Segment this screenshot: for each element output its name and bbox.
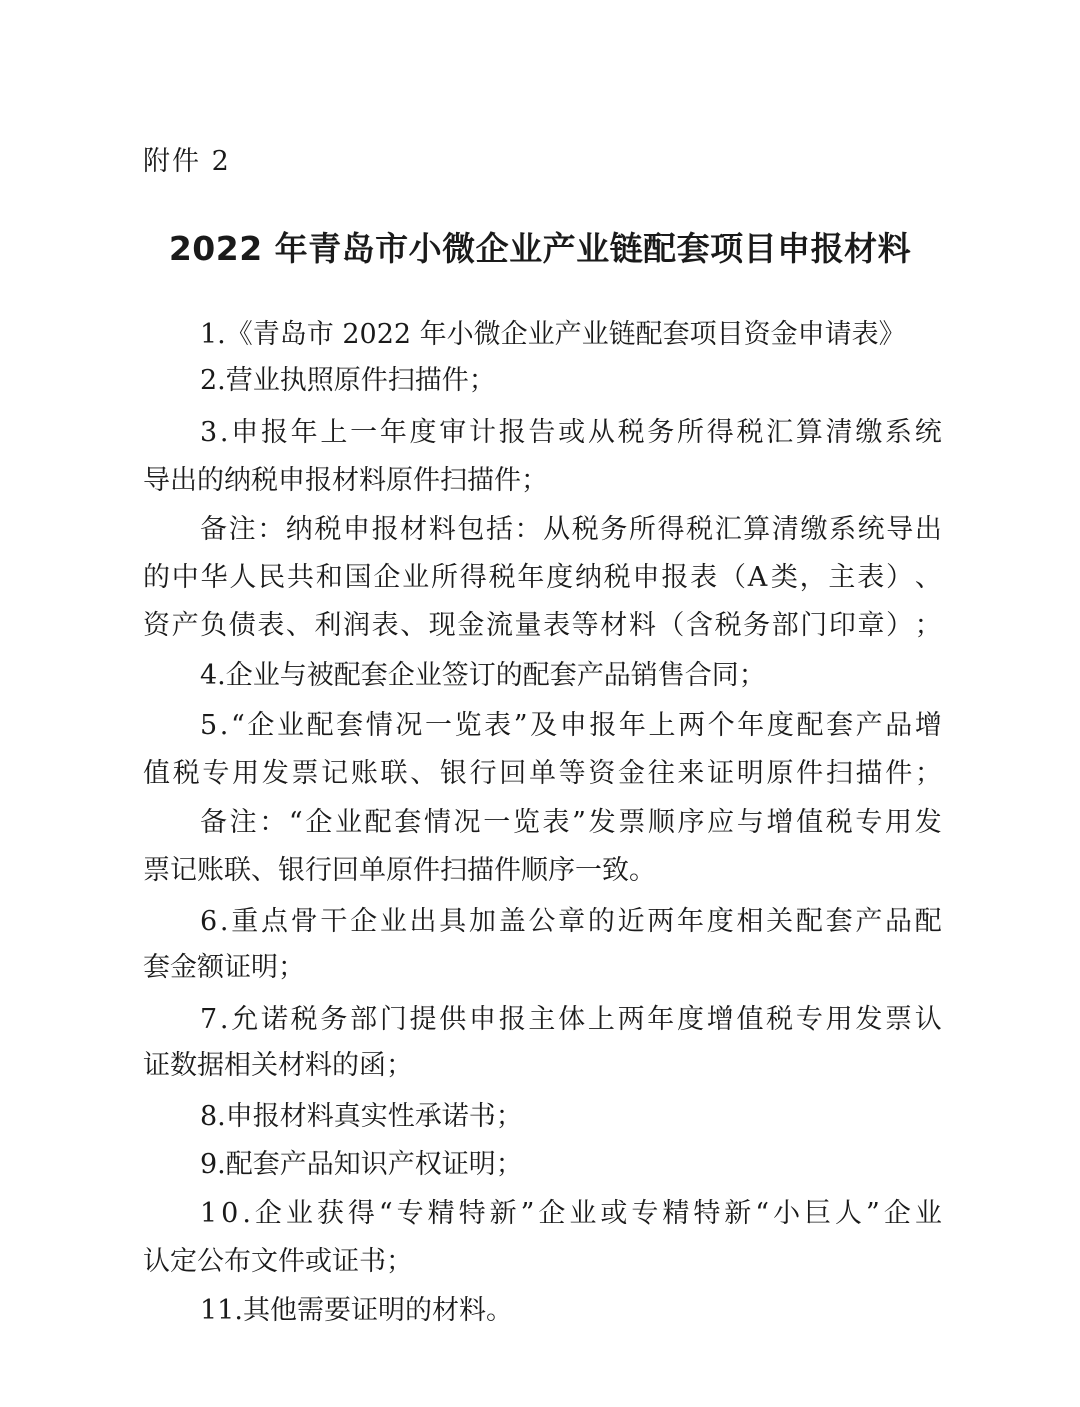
list-item-8: 8.申报材料真实性承诺书； — [200, 1101, 523, 1132]
list-item-5-line-2: 值 税 专 用 发 票 记 账 联 、 银 行 回 单 等 资 金 往 来 证 明 原 件 扫 描 件 ； — [143, 758, 942, 789]
list-item-6-line-1: 6 . 重 点 骨 干 企 业 出 具 加 盖 公 章 的 近 两 年 度 相 关 配 套 产 品 配 — [200, 906, 942, 937]
note-1-line-1: 备 注 ： 纳 税 申 报 材 料 包 括 ： 从 税 务 所 得 税 汇 算 清 缴 系 统 导 出 — [200, 514, 942, 545]
list-item-7-line-2: 证数据相关材料的函； — [143, 1050, 413, 1081]
list-item-6-line-2: 套金额证明； — [143, 952, 305, 983]
document-title: 2022 年青岛市小微企业产业链配套项目申报材料 — [168, 229, 912, 268]
list-item-9: 9.配套产品知识产权证明； — [200, 1149, 523, 1180]
note-1-line-2: 的 中 华 人 民 共 和 国 企 业 所 得 税 年 度 纳 税 申 报 表 （ A 类 ， 主 表 ） 、 — [143, 562, 942, 593]
list-item-3-line-1: 3 . 申 报 年 上 一 年 度 审 计 报 告 或 从 税 务 所 得 税 汇 算 清 缴 系 统 — [200, 417, 942, 448]
list-item-10-line-2: 认定公布文件或证书； — [143, 1246, 413, 1277]
list-item-1: 1.《青岛市 2022 年小微企业产业链配套项目资金申请表》 — [200, 319, 906, 350]
note-1-line-3: 资 产 负 债 表 、 利 润 表 、 现 金 流 量 表 等 材 料 （ 含 税 务 部 门 印 章 ） ； — [143, 610, 942, 641]
list-item-5-line-1: 5 . “ 企 业 配 套 情 况 一 览 表 ” 及 申 报 年 上 两 个 年 度 配 套 产 品 增 — [200, 710, 942, 741]
list-item-7-line-1: 7 . 允 诺 税 务 部 门 提 供 申 报 主 体 上 两 年 度 增 值 税 专 用 发 票 认 — [200, 1004, 942, 1035]
list-item-4: 4.企业与被配套企业签订的配套产品销售合同； — [200, 660, 766, 691]
list-item-11: 11.其他需要证明的材料。 — [200, 1295, 513, 1326]
list-item-10-line-1: 1 0 . 企 业 获 得 “ 专 精 特 新 ” 企 业 或 专 精 特 新 “ 小 巨 人 ” 企 业 — [200, 1198, 942, 1229]
note-2-line-2: 票记账联、银行回单原件扫描件顺序一致。 — [143, 855, 656, 886]
list-item-2: 2.营业执照原件扫描件； — [200, 365, 496, 396]
list-item-3-line-2: 导出的纳税申报材料原件扫描件； — [143, 465, 548, 496]
attachment-label: 附件 2 — [143, 146, 231, 177]
note-2-line-1: 备 注 ： “ 企 业 配 套 情 况 一 览 表 ” 发 票 顺 序 应 与 增 值 税 专 用 发 — [200, 807, 942, 838]
